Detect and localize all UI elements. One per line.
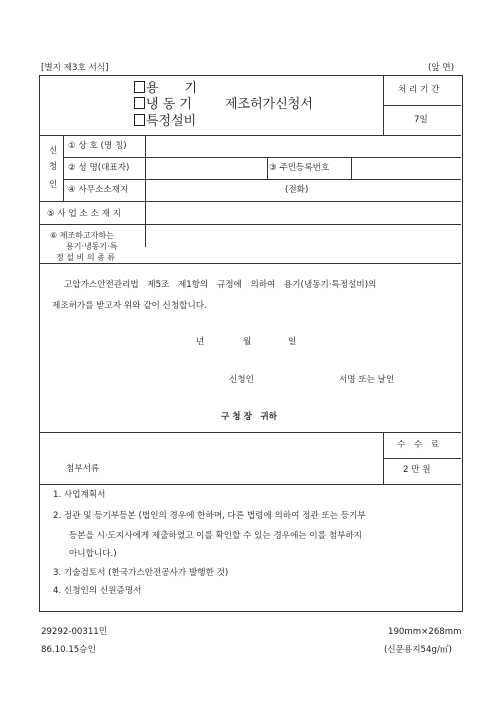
container-label: 용 기 bbox=[146, 81, 198, 96]
paper-size: 190mm×268mm bbox=[388, 627, 462, 637]
business-address-field[interactable] bbox=[147, 203, 459, 223]
page-side-label: (앞 면) bbox=[428, 63, 455, 73]
processing-period-value: 7일 bbox=[414, 115, 428, 125]
business-address-label: ⑤ 사 업 소 소 재 지 bbox=[47, 209, 121, 219]
resident-number-label: ③ 주민등록번호 bbox=[269, 163, 330, 173]
form-reference: [별지 제3호 서식] bbox=[41, 63, 109, 73]
addressee: 구 청 장 귀하 bbox=[221, 412, 278, 422]
item-type-label-2: 용기·냉동기·특 bbox=[66, 242, 118, 251]
option-refrigerator[interactable] bbox=[134, 97, 192, 111]
date-day-label: 일 bbox=[288, 337, 297, 347]
trade-name-field[interactable] bbox=[147, 137, 459, 156]
item-type-label-1: ⑥ 제조하고자하는 bbox=[50, 231, 114, 240]
processing-period-label: 처 리 기 간 bbox=[398, 85, 440, 95]
form-number: 29292-00311민 bbox=[41, 627, 108, 637]
container-checkbox bbox=[134, 81, 145, 93]
item-type-label-3: 정 설 비 의 종 류 bbox=[56, 253, 116, 262]
option-container[interactable] bbox=[134, 81, 197, 95]
office-address-label: ④ 사무소소재지 bbox=[68, 185, 129, 195]
form-title: 제조허가신청서 bbox=[225, 97, 313, 112]
attachment-item-2-line-3: 아니합니다.) bbox=[69, 549, 117, 559]
refrigerator-checkbox bbox=[134, 97, 145, 109]
refrigerator-label: 냉 동 기 bbox=[146, 97, 192, 112]
trade-name-label: ① 상 호 (명 칭) bbox=[68, 141, 127, 151]
applicant-label-char-1: 신 bbox=[49, 146, 58, 156]
paper-type: (신문용지54g/㎡) bbox=[384, 645, 452, 655]
date-month-label: 월 bbox=[243, 337, 252, 347]
applicant-signature-label: 신청인 bbox=[229, 375, 254, 385]
item-type-field[interactable] bbox=[147, 226, 459, 262]
attachment-item-2-line-2: 등본을 시·도지사에게 제출하였고 이를 확인할 수 있는 경우에는 이를 첨부하지 bbox=[69, 531, 362, 541]
phone-label: (전화) bbox=[285, 185, 309, 195]
representative-name-field[interactable] bbox=[147, 159, 265, 178]
applicant-label-char-3: 인 bbox=[49, 180, 58, 190]
option-special-equipment[interactable] bbox=[134, 114, 196, 128]
representative-name-label: ② 성 명(대표자) bbox=[68, 163, 130, 173]
statement-line-2: 제조허가를 받고자 위와 같이 신청합니다. bbox=[52, 301, 207, 311]
date-year-label: 년 bbox=[196, 337, 205, 347]
attachment-item-4: 4. 신청인의 신원증명서 bbox=[53, 586, 142, 596]
attachment-item-3: 3. 기술검토서 (한국가스안전공사가 발행한 것) bbox=[53, 568, 229, 578]
statement-line-1: 고압가스안전관리법 제5조 제1항의 규정에 의하여 용기(냉동기·특정설비)의 bbox=[64, 280, 377, 290]
attachment-item-1: 1. 사업계획서 bbox=[53, 490, 106, 500]
fee-value: 2 만 원 bbox=[403, 465, 431, 475]
special-equipment-checkbox bbox=[134, 114, 145, 126]
applicant-label-char-2: 청 bbox=[49, 162, 58, 172]
attachment-item-2-line-1: 2. 정관 및 등기부등본 (법인의 경우에 한하며, 다른 법령에 의하여 정관 또는 등기부 bbox=[53, 511, 366, 521]
resident-number-field[interactable] bbox=[353, 159, 459, 178]
approval-date: 86.10.15승인 bbox=[41, 645, 96, 655]
sign-or-seal-label: 서명 또는 날인 bbox=[339, 375, 395, 385]
fee-label: 수 수 료 bbox=[397, 440, 440, 450]
attachments-title: 첨부서류 bbox=[66, 464, 100, 474]
special-equipment-label: 특정설비 bbox=[146, 114, 197, 129]
